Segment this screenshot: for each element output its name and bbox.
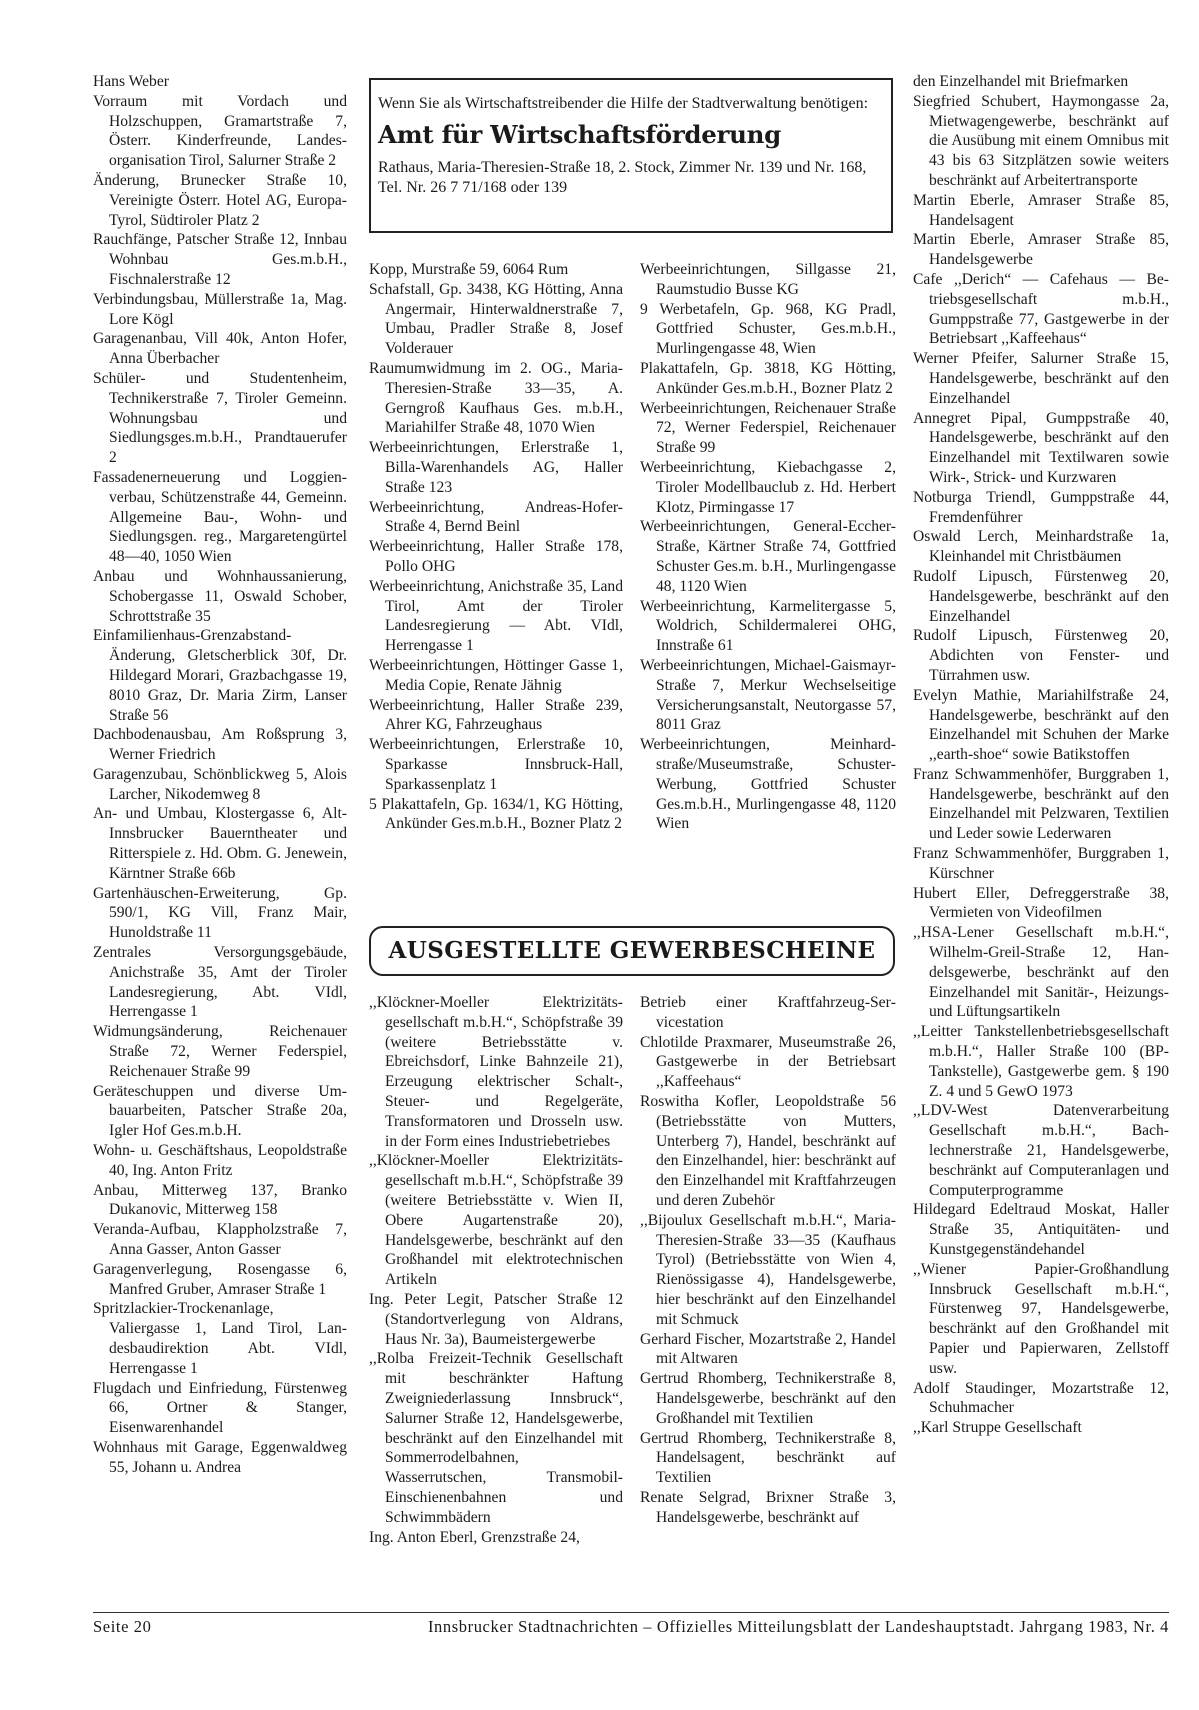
- list-item: Kopp, Murstraße 59, 6064 Rum: [369, 261, 569, 278]
- list-item: Werbeeinrichtungen, Höttinger Gasse 1, Media Copie, Renate Jähnig: [369, 656, 623, 694]
- list-item: ,,LDV-West Datenverarbeitung Gesellschaft m.b.H.“, Bachlechnerstraße 21, Handelsgewerbe, beschränkt auf Computeranlagen und Computerprogramme: [913, 1102, 1169, 1199]
- list-item: Plakattafeln, Gp. 3818, KG Hötting, Ankünder Ges.m.b.H., Bozner Platz 2: [640, 359, 896, 397]
- trade-licenses-column-2d: [640, 993, 896, 1528]
- list-item: Werbeeinrichtungen, General-Eccher-Straße, Kärtner Straße 74, Gottfried Schuster Ges.m. b.H., Murlingengasse 48, 1120 Wien: [640, 518, 896, 595]
- list-item: Werbeeinrichtung, Anichstraße 35, Land Tirol, Amt der Tiroler Landesregierung — Abt. VIdl, Herrengasse 1: [369, 577, 623, 655]
- ad-address: Rathaus, Maria-Theresien-Straße 18, 2. Stock, Zimmer Nr. 139 und Nr. 168, Tel. Nr. 26 7 71/168 oder 139: [378, 159, 867, 196]
- list-item: Vorraum mit Vordach und Holzschuppen, Gramartstraße 7, Österr. Kinderfreunde, Landesorganisation Tirol, Salurner Straße 2: [93, 92, 347, 170]
- list-item: Garagenverlegung, Rosengasse 6, Manfred Gruber, Amraser Straße 1: [93, 1260, 347, 1298]
- list-item: Rudolf Lipusch, Fürstenweg 20, Handelsgewerbe, beschränkt auf den Einzelhandel: [913, 567, 1169, 625]
- publication-title: Innsbrucker Stadtnachrichten – Offizielles Mitteilungsblatt der Landeshauptstadt. Jahrgang 1983, Nr. 4: [427, 1617, 1169, 1636]
- list-item: Roswitha Kofler, Leopoldstraße 56 (Betriebsstätte von Mutters, Unterberg 7), Handel, beschränkt auf den Einzelhandel, hier: beschränkt auf den Einzelhandel mit Kraftfahrzeugen und deren Zubehör: [640, 1092, 896, 1209]
- list-item: Dachbodenausbau, Am Roßsprung 3, Werner Friedrich: [93, 726, 347, 764]
- list-item: ,,Klöckner-Moeller Elektrizitätsgesellschaft m.b.H.“, Schöpfstraße 39 (weitere Betriebsstätte v. Wien II, Obere Augartenstraße 20), Handelsgewerbe, beschränkt auf den Großhandel mit elektrotechnischen Artikeln: [369, 1152, 623, 1289]
- ad-intro-text: Wenn Sie als Wirtschaftstreibender die Hilfe der Stadtverwaltung benötigen:: [378, 95, 869, 112]
- list-item: Rauchfänge, Patscher Straße 12, Innbau Wohnbau Ges.m.b.H., Fischnalerstraße 12: [93, 231, 347, 288]
- list-item: Werbeeinrichtungen, Reichenauer Straße 72, Werner Federspiel, Reichenauer Straße 99: [640, 399, 896, 457]
- list-item: Widmungsänderung, Reichenauer Straße 72, Werner Federspiel, Reichenauer Straße 99: [93, 1023, 347, 1080]
- list-item: ,,Rolba Freizeit-Technik Gesellschaft mit beschränkter Haftung Zweigniederlassung Innsbruck“, Salurner Straße 12, Handelsgewerbe, beschränkt auf den Einzelhandel mit Sommerrodelbahnen, Wasserrutschen, Transmobil-Einschienenbahnen und Schwimmbädern: [369, 1350, 623, 1526]
- list-item: Werbeeinrichtungen, Meinhardstraße/Museumstraße, Schuster-Werbung, Gottfried Schuster Ges.m.b.H., Murlingengasse 48, 1120 Wien: [640, 736, 896, 833]
- list-item: Hildegard Edeltraud Moskat, Haller Straße 35, Antiquitäten- und Kunstgegenständehandel: [913, 1201, 1169, 1259]
- list-item: Werbeeinrichtungen, Erlerstraße 10, Sparkasse Innsbruck-Hall, Sparkassenplatz 1: [369, 736, 623, 793]
- list-item: Werbeeinrichtung, Karmelitergasse 5, Woldrich, Schildermalerei OHG, Innstraße 61: [640, 597, 896, 655]
- list-item: ,,Wiener Papier-Großhandlung Innsbruck Gesellschaft m.b.H.“, Fürstenweg 97, Handelsgewerbe, beschränkt auf den Großhandel mit Papier und Papierwaren, Zellstoff usw.: [913, 1260, 1169, 1377]
- list-item: Gerhard Fischer, Mozartstraße 2, Handel mit Altwaren: [640, 1330, 896, 1368]
- list-item: Verbindungsbau, Müllerstraße 1a, Mag. Lore Kögl: [93, 290, 347, 328]
- list-item: Renate Selgrad, Brixner Straße 3, Handelsgewerbe, beschränkt auf: [640, 1488, 896, 1526]
- list-item: Einfamilienhaus-Grenzabstand-Änderung, Gletscherblick 30f, Dr. Hildegard Morari, Grazbachgasse 19, 8010 Graz, Dr. Maria Zirm, Lanser Straße 56: [93, 627, 347, 724]
- list-item: Werbeeinrichtungen, Michael-Gaismayr-Straße 7, Merkur Wechselseitige Versicherungsanstalt, Neutorgasse 57, 8011 Graz: [640, 656, 896, 734]
- list-item: Anbau und Wohnhaussanierung, Schobergasse 11, Oswald Schober, Schrottstraße 35: [93, 567, 347, 625]
- list-item: Ing. Peter Legit, Patscher Straße 12 (Standortverlegung von Aldrans, Haus Nr. 3a), Baumeistergewerbe: [369, 1290, 623, 1348]
- list-item: Chlotilde Praxmarer, Museumstraße 26, Gastgewerbe in der Betriebsart ,,Kaffeehaus“: [640, 1033, 896, 1091]
- list-item: Gertrud Rhomberg, Technikerstraße 8, Handelsgewerbe, beschränkt auf den Großhandel mit Textilien: [640, 1370, 896, 1427]
- building-permits-column-2b: [640, 260, 896, 834]
- list-item: Werbeeinrichtung, Haller Straße 178, Pollo OHG: [369, 538, 623, 575]
- footer-rule: [93, 1612, 1169, 1613]
- list-item: Raumumwidmung im 2. OG., Maria-Theresien-Straße 33—35, A. Gerngroß Kaufhaus Ges. m.b.H., Mariahilfer Straße 48, 1070 Wien: [369, 359, 623, 437]
- list-item: Annegret Pipal, Gumppstraße 40, Handelsgewerbe, beschränkt auf den Einzelhandel mit Textilwaren sowie Wirk-, Strick- und Kurzwaren: [913, 409, 1169, 486]
- list-item: Gartenhäuschen-Erweiterung, Gp. 590/1, KG Vill, Franz Mair, Hunoldstraße 11: [93, 884, 347, 942]
- list-item: ,,HSA-Lener Gesellschaft m.b.H.“, Wilhelm-Greil-Straße 12, Handelsgewerbe, beschränkt auf den Einzelhandel mit Sanitär-, Heizungs- und Lüftungsartikeln: [913, 924, 1169, 1021]
- list-item: Werbeeinrichtung, Andreas-Hofer-Straße 4, Bernd Beinl: [369, 498, 623, 536]
- list-item: Betrieb einer Kraftfahrzeug-Servicestation: [640, 994, 896, 1031]
- list-item: Fassadenerneuerung und Loggienverbau, Schützenstraße 44, Gemeinn. Allgemeine Bau-, Wohn- und Siedlungsgen. reg., Margaretengürtel 48—40, 1050 Wien: [93, 468, 347, 566]
- list-item: ,,Leitter Tankstellenbetriebsgesellschaft m.b.H.“, Haller Straße 100 (BP-Tankstelle), Gastgewerbe gem. § 190 Z. 4 und 5 GewO 1973: [913, 1023, 1169, 1100]
- list-item: Veranda-Aufbau, Klappholzstraße 7, Anna Gasser, Anton Gasser: [93, 1221, 347, 1259]
- list-item: Schüler- und Studentenheim, Technikerstraße 7, Tiroler Gemeinn. Wohnungsbau und Siedlungsges.m.b.H., Prandtauerufer 2: [93, 369, 347, 467]
- list-item: Hans Weber: [93, 73, 169, 90]
- list-item: Evelyn Mathie, Mariahilfstraße 24, Handelsgewerbe, beschränkt auf den Einzelhandel mit Schuhen der Marke ,,earth-shoe“ sowie Batikstoffen: [913, 686, 1169, 764]
- trade-licenses-column-2c: [369, 993, 623, 1547]
- list-item: ,,Bijoulux Gesellschaft m.b.H.“, Maria-Theresien-Straße 33—35 (Kaufhaus Tyrol) (Betriebsstätte von Wien 4, Rienössigasse 4), Handelsgewerbe, hier beschränkt auf den Einzelhandel mit Schmuck: [640, 1211, 896, 1328]
- list-item: 9 Werbetafeln, Gp. 968, KG Pradl, Gottfried Schuster, Ges.m.b.H., Murlingengasse 48, Wien: [640, 300, 896, 358]
- list-item: Werbeeinrichtung, Kiebachgasse 2, Tiroler Modellbauclub z. Hd. Herbert Klotz, Pirmingasse 17: [640, 458, 896, 516]
- page-number: Seite 20: [93, 1617, 152, 1636]
- list-item: An- und Umbau, Klostergasse 6, Alt-Innsbrucker Bauerntheater und Ritterspiele z. Hd. Obm. G. Jenewein, Kärntner Straße 66b: [93, 805, 347, 882]
- list-item: Siegfried Schubert, Haymongasse 2a, Mietwagengewerbe, beschränkt auf die Ausübung mit einem Omnibus mit 43 bis 63 Sitzplätzen sowie weiters beschränkt auf Arbeitertransporte: [913, 92, 1169, 189]
- list-item: Werbeeinrichtung, Haller Straße 239, Ahrer KG, Fahrzeughaus: [369, 696, 623, 734]
- list-item: Hubert Eller, Defreggerstraße 38, Vermieten von Videofilmen: [913, 884, 1169, 922]
- list-item: den Einzelhandel mit Briefmarken: [913, 73, 1129, 90]
- building-permits-column-1: [93, 72, 347, 1478]
- list-item: Ing. Anton Eberl, Grenzstraße 24,: [369, 1528, 580, 1546]
- list-item: Werner Pfeifer, Salurner Straße 15, Handelsgewerbe, beschränkt auf den Einzelhandel: [913, 350, 1169, 407]
- list-item: Franz Schwammenhöfer, Burggraben 1, Kürschner: [913, 845, 1169, 882]
- list-item: Rudolf Lipusch, Fürstenweg 20, Abdichten von Fenster- und Türrahmen usw.: [913, 627, 1169, 684]
- list-item: Martin Eberle, Amraser Straße 85, Handelsgewerbe: [913, 231, 1169, 269]
- list-item: ,,Klöckner-Moeller Elektrizitätsgesellschaft m.b.H.“, Schöpfstraße 39 (weitere Betriebsstätte v. Ebreichsdorf, Linke Bahnzeile 21), Erzeugung elektrischer Schalt-, Steuer- und Regelgeräte, Transformatoren und Drosseln usw. in der Form eines Industriebetriebes: [369, 994, 623, 1150]
- section-heading: AUSGESTELLTE GEWERBESCHEINE: [369, 926, 895, 976]
- list-item: 5 Plakattafeln, Gp. 1634/1, KG Hötting, Ankünder Ges.m.b.H., Bozner Platz 2: [369, 795, 623, 833]
- list-item: Franz Schwammenhöfer, Burggraben 1, Handelsgewerbe, beschränkt auf den Einzelhandel mit Pelzwaren, Textilien und Leder sowie Lederwaren: [913, 765, 1169, 843]
- list-item: Garagenanbau, Vill 40k, Anton Hofer, Anna Überbacher: [93, 330, 347, 368]
- list-item: Werbeeinrichtungen, Erlerstraße 1, Billa-Warenhandels AG, Haller Straße 123: [369, 439, 623, 496]
- list-item: Martin Eberle, Amraser Straße 85, Handelsagent: [913, 191, 1169, 229]
- ad-title: Amt für Wirtschaftsförderung: [378, 120, 782, 149]
- list-item: Flugdach und Einfriedung, Fürstenweg 66, Ortner & Stanger, Eisenwarenhandel: [93, 1379, 347, 1437]
- list-item: Oswald Lerch, Meinhardstraße 1a, Kleinhandel mit Christbäumen: [913, 528, 1169, 566]
- building-permits-column-2a: [369, 260, 623, 834]
- list-item: Notburga Triendl, Gumppstraße 44, Fremdenführer: [913, 488, 1169, 526]
- list-item: ,,Karl Struppe Gesellschaft: [913, 1419, 1082, 1437]
- list-item: Anbau, Mitterweg 137, Branko Dukanovic, Mitterweg 158: [93, 1181, 347, 1219]
- list-item: Gertrud Rhomberg, Technikerstraße 8, Handelsagent, beschränkt auf Textilien: [640, 1429, 896, 1487]
- list-item: Spritzlackier-Trockenanlage, Valiergasse 1, Land Tirol, Landesbaudirektion Abt. VIdl, Herrengasse 1: [93, 1300, 347, 1377]
- list-item: Schafstall, Gp. 3438, KG Hötting, Anna Angermair, Hinterwaldnerstraße 7, Umbau, Pradler Straße 8, Josef Volderauer: [369, 280, 623, 358]
- list-item: Änderung, Brunecker Straße 10, Vereinigte Österr. Hotel AG, Europa-Tyrol, Südtiroler Platz 2: [93, 171, 347, 229]
- advertisement-box: [369, 78, 893, 233]
- list-item: Geräteschuppen und diverse Umbauarbeiten, Patscher Straße 20a, Igler Hof Ges.m.b.H.: [93, 1082, 347, 1140]
- list-item: Cafe ,,Derich“ — Cafehaus — Betriebsgesellschaft m.b.H., Gumppstraße 77, Gastgewerbe in der Betriebsart ,,Kaffeehaus“: [913, 270, 1169, 348]
- list-item: Wohnhaus mit Garage, Eggenwaldweg 55, Johann u. Andrea: [93, 1438, 347, 1476]
- list-item: Adolf Staudinger, Mozartstraße 12, Schuhmacher: [913, 1379, 1169, 1417]
- trade-licenses-column-3: [913, 72, 1169, 1438]
- list-item: Wohn- u. Geschäftshaus, Leopoldstraße 40, Ing. Anton Fritz: [93, 1142, 347, 1179]
- list-item: Werbeeinrichtungen, Sillgasse 21, Raumstudio Busse KG: [640, 261, 896, 298]
- list-item: Garagenzubau, Schönblickweg 5, Alois Larcher, Nikodemweg 8: [93, 765, 347, 803]
- list-item: Zentrales Versorgungsgebäude, Anichstraße 35, Amt der Tiroler Landesregierung, Abt. VIdl, Herrengasse 1: [93, 944, 347, 1021]
